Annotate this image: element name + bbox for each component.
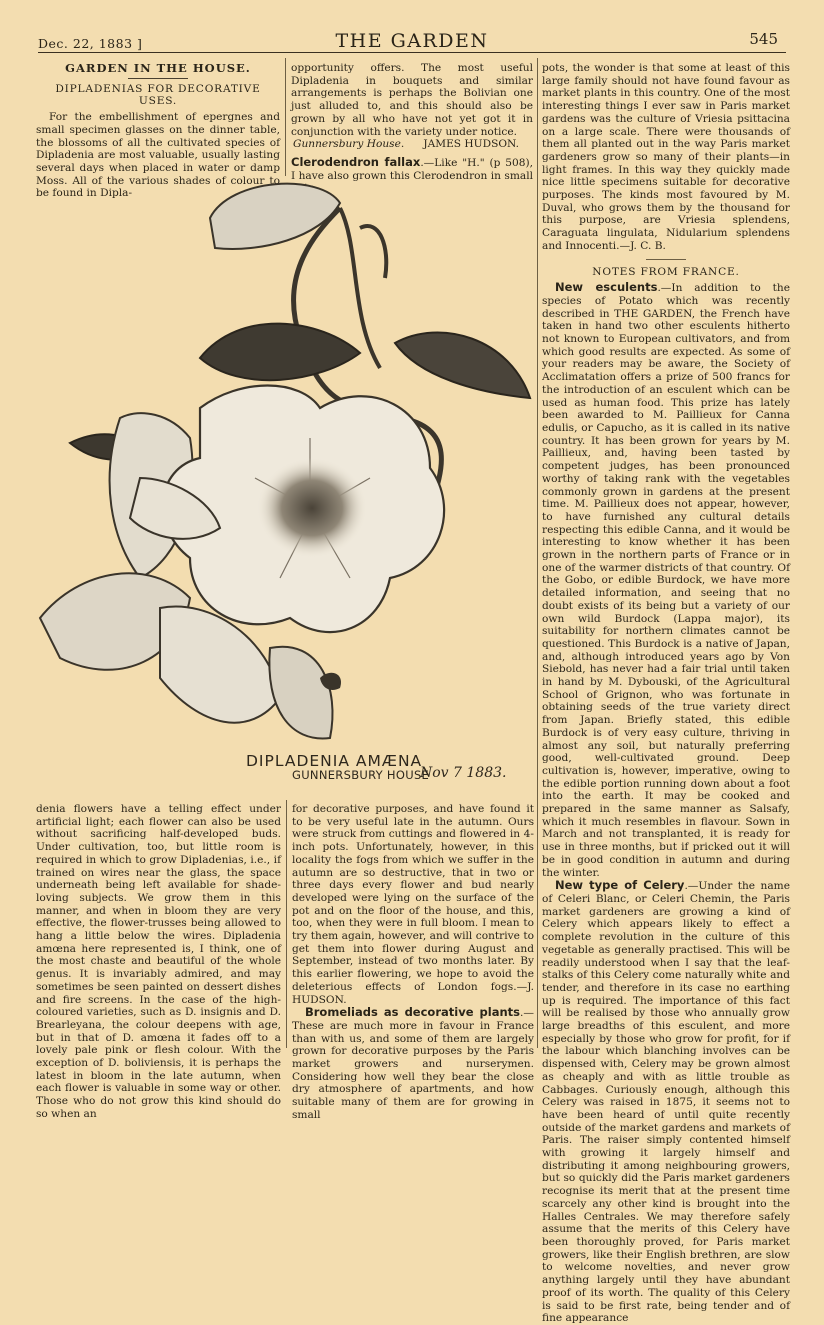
article-paragraph: For the embellishment of epergnes and small specimen glasses on the dinner table, the blossoms of all the cultivated species of Dipladenia are most valuable, usually lasting several days when placed in water or damp Moss. All of the various shades of colour to be found in Dipla-	[36, 111, 280, 200]
page-number: 545	[749, 30, 778, 48]
new-esculents-paragraph	[542, 281, 790, 879]
article-paragraph: for decorative purposes, and have found it to be very useful late in the autumn. Ours were struck from cuttings and flowered in 4-inch pots. Unfortunately, however, in this locality the fogs from which we suffer in the autumn are so destructive, that in two or three days every flower and bud nearly developed were lying on the surface of the pot and on the floor of the house, and this, too, when they were in full bloom. I mean to try them again, however, and will contrive to get them into flower during August and September, instead of two months later. By this earlier flowering, we hope to avoid the deleterious effects of London fogs.—J. HUDSON.	[292, 803, 534, 1006]
article-paragraph: denia flowers have a telling effect under artificial light; each flower can also be used without sacrificing half-developed buds. Under cultivation, too, but little room is required in which to grow Dipladenias, i.e., if trained on wires near the glass, the space underneath being left available for shade-loving subjects. We grow them in this manner, and when in bloom they are very effective, the flower-trusses being allowed to hang a little below the wires. Dipladenia amœna here represented is, I think, one of the most chaste and beautiful of the whole genus. It is invariably admired, and may sometimes be seen painted on dessert dishes and fire screens. In the case of the high-coloured varieties, such as D. insignis and D. Brearleyana, the colour deepens with age, but in that of D. amœna it fades off to a lovely pale pink or flesh colour. With the exception of D. boliviensis, it is perhaps the latest in bloom in the late autumn, when each flower is valuable in some way or other. Those who do not grow this kind should do so when an	[36, 803, 281, 1120]
column-divider-bottom-left	[286, 800, 287, 1048]
clerodendron-title: Clerodendron fallax	[291, 154, 421, 169]
new-esculents-title: New esculents	[555, 280, 658, 295]
clerodendron-text: .—Like "H." (p 508), I have also grown this Clerodendron in small	[291, 156, 533, 182]
article-title: DIPLADENIAS FOR DECORATIVE USES.	[55, 82, 261, 108]
new-celery-title: New type of Celery	[555, 878, 685, 893]
section-rule	[128, 78, 188, 79]
column-divider-right	[537, 58, 538, 1048]
article-paragraph: opportunity offers. The most useful Dipladenia in bouquets and similar arrangements is perhaps the Bolivian one just alluded to, and this should also be grown by all who have not yet got it in conjunction with the variety under notice.	[291, 62, 533, 138]
column-two-top	[291, 62, 533, 195]
bromeliads-text: .—These are much more in favour in France than with us, and some of them are largely grown for decorative purposes by the Paris market growers and nurserymen. Considering how well they bear the close dry atmosphere of apartments, and how suitable many of them are for growing in small	[292, 1007, 534, 1121]
column-one-bottom	[36, 803, 281, 1121]
dipladenia-illustration	[40, 178, 530, 798]
new-esculents-text: .—In addition to the species of Potato which was recently described in THE GARDEN, the French have taken in hand two other esculents hitherto not known to European cultivators, and from which good results are expected. As some of your readers may be aware, the Society of Acclimatation offers a prize of 500 francs for the introduction of an esculent which can be used as human food. This prize has lately been awarded to M. Paillieux for Canna edulis, or Capucho, as it is called in its native country. It has been grown for years by M. Paillieux, and, having been tasted by competent judges, has been pronounced worthy of taking rank with the vegetables commonly grown in gardens at the present time. M. Paillieux does not appear, however, to have furnished any cultural details respecting this edible Canna, and it would be interesting to know whether it has been grown in the northern parts of France or in one of the warmer districts of that country. Of the Gobo, or edible Burdock, we have more detailed information, and seeing that no doubt exists of its being but a variety of our own wild Burdock (Lappa major), its suitability for northern climates cannot be questioned. This Burdock is a native of Japan, and, although introduced years ago by Von Siebold, has never had a fair trial until taken in hand by M. Dybouski, of the Agricultural School of Grignon, who was fortunate in obtaining seeds of the true variety direct from Japan. Briefly stated, this edible Burdock is of very easy culture, thriving in almost any soil, but naturally preferring good, well-cultivated ground. Deep cultivation is, however, imperative, owing to the edible portion running down about a foot into the earth. It may be cooked and prepared in the same manner as Salsafy, which it much resembles in flavour. Sown in March and not transplanted, it is ready for use in three months, but if pricked out it will be in good condition in autumn and during the winter.	[542, 282, 790, 879]
section-title: GARDEN IN THE HOUSE.	[65, 61, 251, 75]
header-rule	[38, 52, 786, 53]
vriesia-paragraph: pots, the wonder is that some at least of this large family should not have found favour as market plants in this country. One of the most interesting things I ever saw in Paris market gardens was the culture of Vriesia psittacina on a large scale. There were thousands of them all planted out in the way Paris market gardeners grow so many of their plants—in light frames. In this way they quickly made nice little specimens suitable for decorative purposes. The kinds most favoured by M. Duval, who grows them by the thousand for this purpose, are Vriesia splendens, Caraguata lingulata, Nidularium splendens and Innocenti.—J. C. B.	[542, 62, 790, 252]
issue-date: Dec. 22, 1883 ]	[38, 36, 143, 51]
illustration-date-note: Nov 7 1883.	[420, 765, 507, 781]
illustration-caption: DIPLADENIA AMÆNA	[246, 752, 423, 770]
notes-from-france-title: NOTES FROM FRANCE.	[592, 265, 740, 278]
signature-place: Gunnersbury House.	[293, 138, 405, 151]
signature	[291, 138, 533, 151]
column-two-bottom	[292, 803, 534, 1122]
new-celery-paragraph	[542, 879, 790, 1325]
bromeliads-paragraph	[292, 1006, 534, 1121]
section-separator	[646, 259, 686, 260]
illustration-subcaption: GUNNERSBURY HOUSE	[292, 768, 430, 782]
publication-title: THE GARDEN	[335, 30, 489, 52]
column-three	[542, 62, 790, 1325]
column-divider-top-left	[285, 58, 286, 176]
new-celery-text: .—Under the name of Celeri Blanc, or Celeri Chemin, the Paris market gardeners are growing a kind of Celery which appears likely to effect a complete revolution in the culture of this vegetable as generally practised. This will be readily understood when I say that the leaf-stalks of this Celery come naturally white and tender, and therefore in its case no earthing up is required. The importance of this fact will be realised by those who annually grow large breadths of this esculent, and more especially by those who grow for profit, for if the labour which blanching involves can be dispensed with, Celery may be grown almost as cheaply and with as little trouble as Cabbages. Curiously enough, although this Celery was raised in 1875, it seems not to have been heard of until quite recently outside of the market gardens and markets of Paris. The raiser simply contented himself with growing it largely himself and distributing it among neighbouring growers, but so quickly did the Paris market gardeners recognise its merit that at the present time scarcely any other kind is brought into the Halles Centrales. We may therefore safely assume that the merits of this Celery have been thoroughly proved, for Paris market growers, like their English brethren, are slow to welcome novelties, and never grow anything largely until they have abundant proof of its worth. The quality of this Celery is said to be first rate, being tender and of fine appearance	[542, 880, 790, 1325]
bromeliads-title: Bromeliads as decorative plants	[305, 1005, 521, 1020]
signature-name: JAMES HUDSON.	[423, 138, 519, 151]
